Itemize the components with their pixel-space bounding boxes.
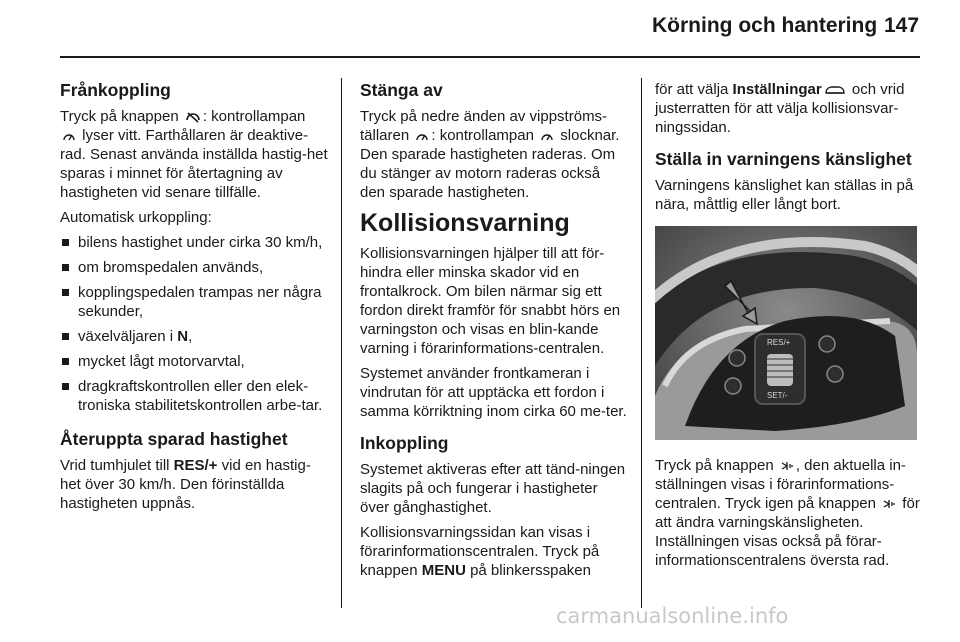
paragraph: för att välja Inställningar och vrid justerratten för att välja kollisionsvar-ningssidan. bbox=[655, 81, 905, 136]
collision-sensitivity-icon bbox=[780, 460, 794, 472]
column-divider bbox=[641, 78, 642, 608]
list-item: mycket lågt motorvarvtal, bbox=[60, 352, 330, 371]
collision-sensitivity-icon bbox=[882, 498, 896, 510]
column-3 bbox=[655, 80, 925, 576]
column-2 bbox=[360, 80, 628, 586]
steering-wheel-photo bbox=[655, 226, 917, 440]
heading-ateruppta: Återuppta sparad hastighet bbox=[60, 429, 288, 449]
paragraph: Systemet använder frontkameran i vindrutan för att upptäcka ett fordon i samma körriktning inom cirka 60 me-ter. bbox=[360, 365, 627, 420]
cruise-lamp-icon bbox=[415, 130, 429, 142]
heading-stanga-av: Stänga av bbox=[360, 80, 443, 100]
paragraph: Vrid tumhjulet till RES/+ vid en hastig-het över 30 km/h. Den förinställda hastigheten uppnås. bbox=[60, 457, 311, 512]
list-item: om bromspedalen används, bbox=[60, 258, 330, 277]
paragraph: Systemet aktiveras efter att tänd-ningen slagits på och fungerar i hastigheter över gånghastighet. bbox=[360, 461, 626, 516]
list-item: dragkraftskontrollen eller den elek-troniska stabilitetskontrollen arbe-tar. bbox=[60, 377, 330, 415]
set-label: SET/- bbox=[767, 391, 788, 400]
paragraph: Kollisionsvarningssidan kan visas i förarinformationscentralen. Tryck på knappen MENU på blinkersspaken bbox=[360, 524, 600, 579]
section-title: Körning och hantering bbox=[652, 14, 878, 37]
settings-car-icon bbox=[824, 84, 846, 96]
paragraph: Tryck på knappen : kontrollampan lyser vitt. Farthållaren är deaktive-rad. Senast använda inställda hastig-het sparas i minnet för återtagning av hastigheten vid senare tillfälle. bbox=[60, 108, 328, 201]
heading-kollisionsvarning: Kollisionsvarning bbox=[360, 209, 570, 237]
paragraph: Tryck på nedre änden av vippströms-tällaren : kontrollampan slocknar. Den sparade hastigheten raderas. Om du stänger av motorn raderas också den sparade hastigheten. bbox=[360, 108, 620, 201]
header-rule bbox=[60, 56, 920, 58]
list-item: växelväljaren i N, bbox=[60, 327, 330, 346]
watermark: carmanualsonline.info bbox=[556, 604, 789, 628]
cruise-lamp-icon bbox=[62, 130, 76, 142]
column-1 bbox=[60, 80, 330, 519]
page-number: 147 bbox=[884, 14, 920, 37]
heading-inkoppling: Inkoppling bbox=[360, 433, 449, 453]
heading-stalla-in: Ställa in varningens känslighet bbox=[655, 149, 912, 169]
column-divider bbox=[341, 78, 342, 608]
cruise-cancel-icon bbox=[185, 111, 201, 123]
paragraph: Tryck på knappen , den aktuella in-ställningen visas i förarinformations-centralen. Tryck igen på knappen för att ändra varningskänsligheten. Inställningen visas också på förar-informationscentralens översta rad. bbox=[655, 457, 920, 569]
cruise-lamp-icon bbox=[540, 130, 554, 142]
paragraph: Kollisionsvarningen hjälper till att för-hindra eller minska skador vid en frontalkrock. Om bilen närmar sig ett fordon direkt framför för snabbt hörs en varningston och visas en blin-kande varning i förarinformations-centralen. bbox=[360, 245, 621, 357]
heading-frankoppling: Frånkoppling bbox=[60, 80, 171, 100]
paragraph: Varningens känslighet kan ställas in på nära, måttlig eller långt bort. bbox=[655, 177, 914, 213]
list-item: bilens hastighet under cirka 30 km/h, bbox=[60, 233, 330, 252]
list-item: kopplingspedalen trampas ner några sekunder, bbox=[60, 283, 330, 321]
res-label: RES/+ bbox=[767, 338, 791, 347]
paragraph: Automatisk urkoppling: bbox=[60, 209, 212, 226]
